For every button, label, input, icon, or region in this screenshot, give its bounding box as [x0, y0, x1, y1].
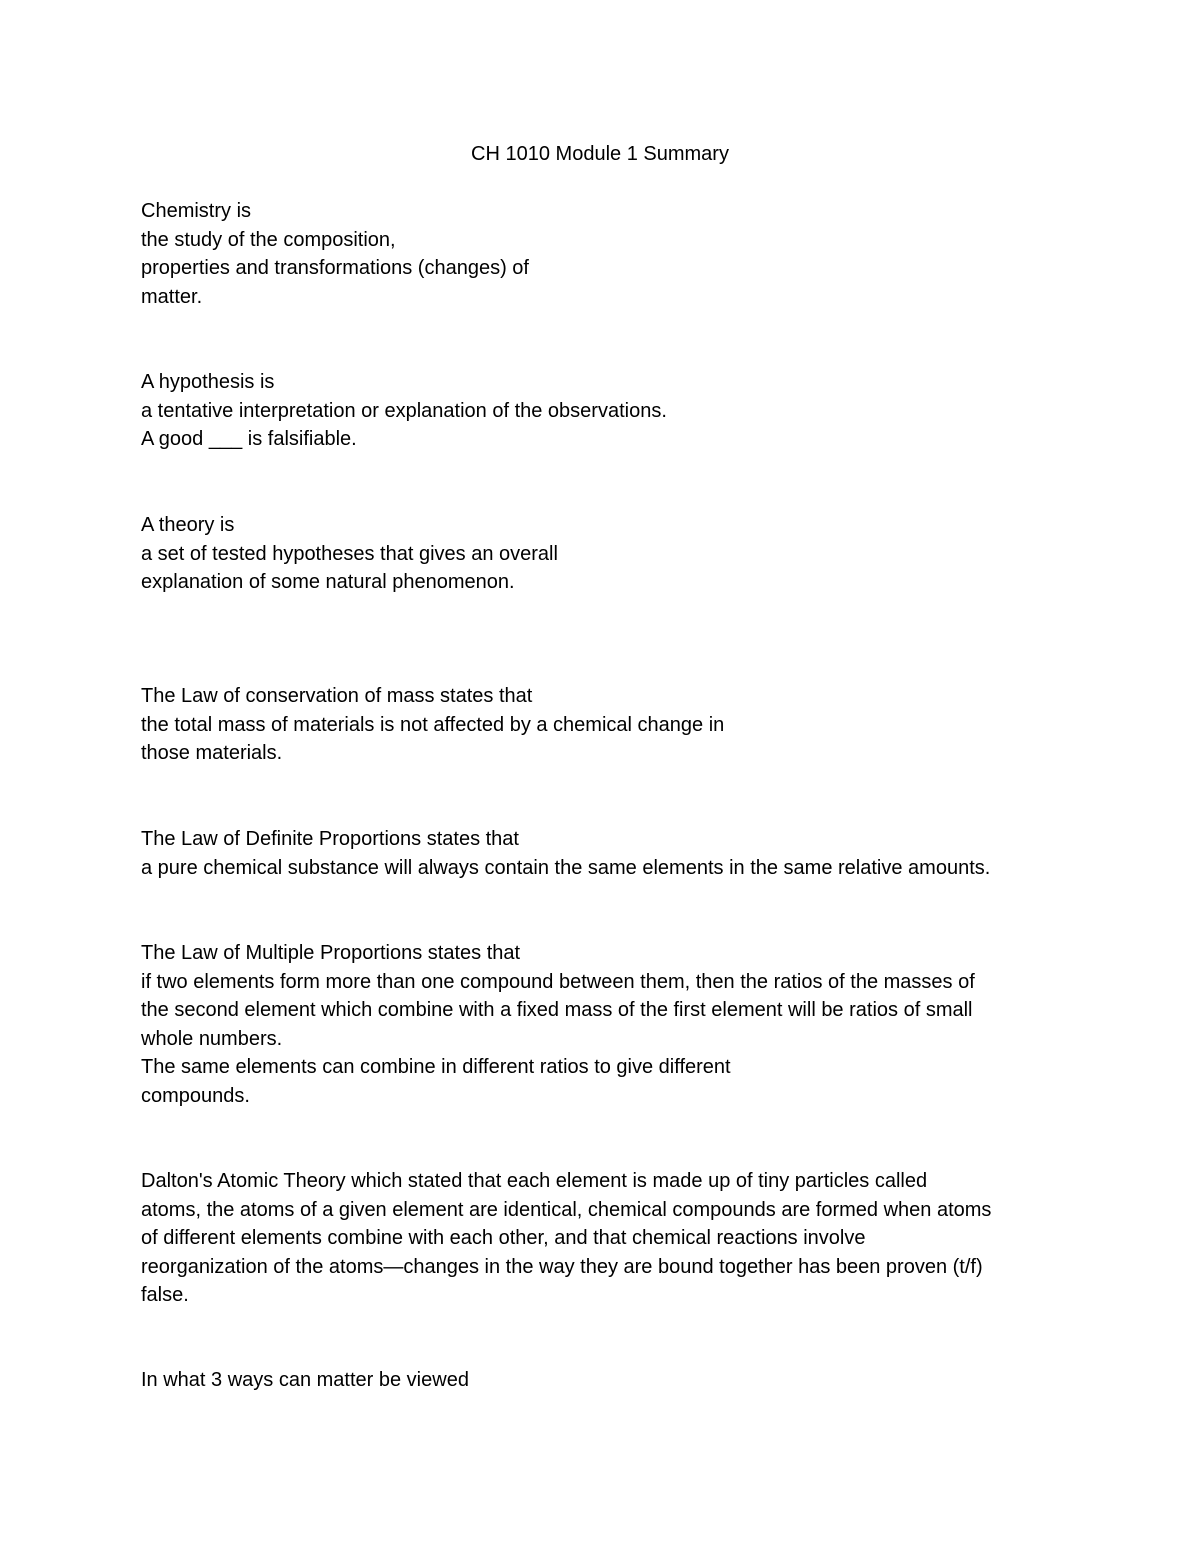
text-line: if two elements form more than one compound between them, then the ratios of the masses of — [141, 970, 975, 993]
section-multiple-proportions — [141, 939, 1081, 1111]
text-line: Dalton's Atomic Theory which stated that each element is made up of tiny particles called — [141, 1170, 928, 1192]
text-line: compounds. — [141, 1084, 250, 1107]
text-line: of different elements combine with each other, and that chemical reactions involve — [141, 1227, 866, 1250]
section-chemistry-definition — [141, 197, 1081, 311]
text-line: The Law of Definite Proportions states that — [141, 828, 519, 850]
text-line: The Law of conservation of mass states that — [141, 685, 533, 707]
text-line: atoms, the atoms of a given element are identical, chemical compounds are formed when atoms — [141, 1198, 992, 1221]
section-daltons-atomic-theory — [141, 1167, 1081, 1310]
text-line: false. — [141, 1284, 189, 1307]
text-line: matter. — [141, 285, 203, 308]
text-line: A hypothesis is — [141, 371, 275, 393]
text-line: Chemistry is — [141, 200, 252, 222]
text-line: the total mass of materials is not affected by a chemical change in — [141, 713, 725, 736]
text-line: A good ___ is falsifiable. — [141, 428, 357, 451]
text-line: reorganization of the atoms—changes in the way they are bound together has been proven (t/f) — [141, 1255, 983, 1278]
text-line: In what 3 ways can matter be viewed — [141, 1369, 469, 1391]
text-line: The Law of Multiple Proportions states that — [141, 942, 521, 964]
section-definite-proportions — [141, 825, 1081, 882]
text-line: properties and transformations (changes) of — [141, 257, 529, 280]
text-line: the second element which combine with a fixed mass of the first element will be ratios of small — [141, 999, 973, 1022]
text-line: a pure chemical substance will always contain the same elements in the same relative amounts. — [141, 856, 991, 879]
text-line: whole numbers. — [141, 1027, 283, 1050]
section-conservation-of-mass — [141, 682, 1081, 768]
section-theory-definition — [141, 511, 1081, 597]
section-ways-to-view-matter — [141, 1366, 1081, 1395]
text-line: a tentative interpretation or explanation of the observations. — [141, 399, 667, 422]
text-line: A theory is — [141, 514, 235, 536]
section-hypothesis-definition — [141, 368, 1081, 454]
text-line: those materials. — [141, 742, 283, 765]
text-line: explanation of some natural phenomenon. — [141, 571, 515, 594]
text-line: The same elements can combine in different ratios to give different — [141, 1056, 731, 1079]
text-line: the study of the composition, — [141, 228, 396, 251]
text-line: a set of tested hypotheses that gives an overall — [141, 542, 558, 565]
page-title: CH 1010 Module 1 Summary — [471, 143, 729, 165]
